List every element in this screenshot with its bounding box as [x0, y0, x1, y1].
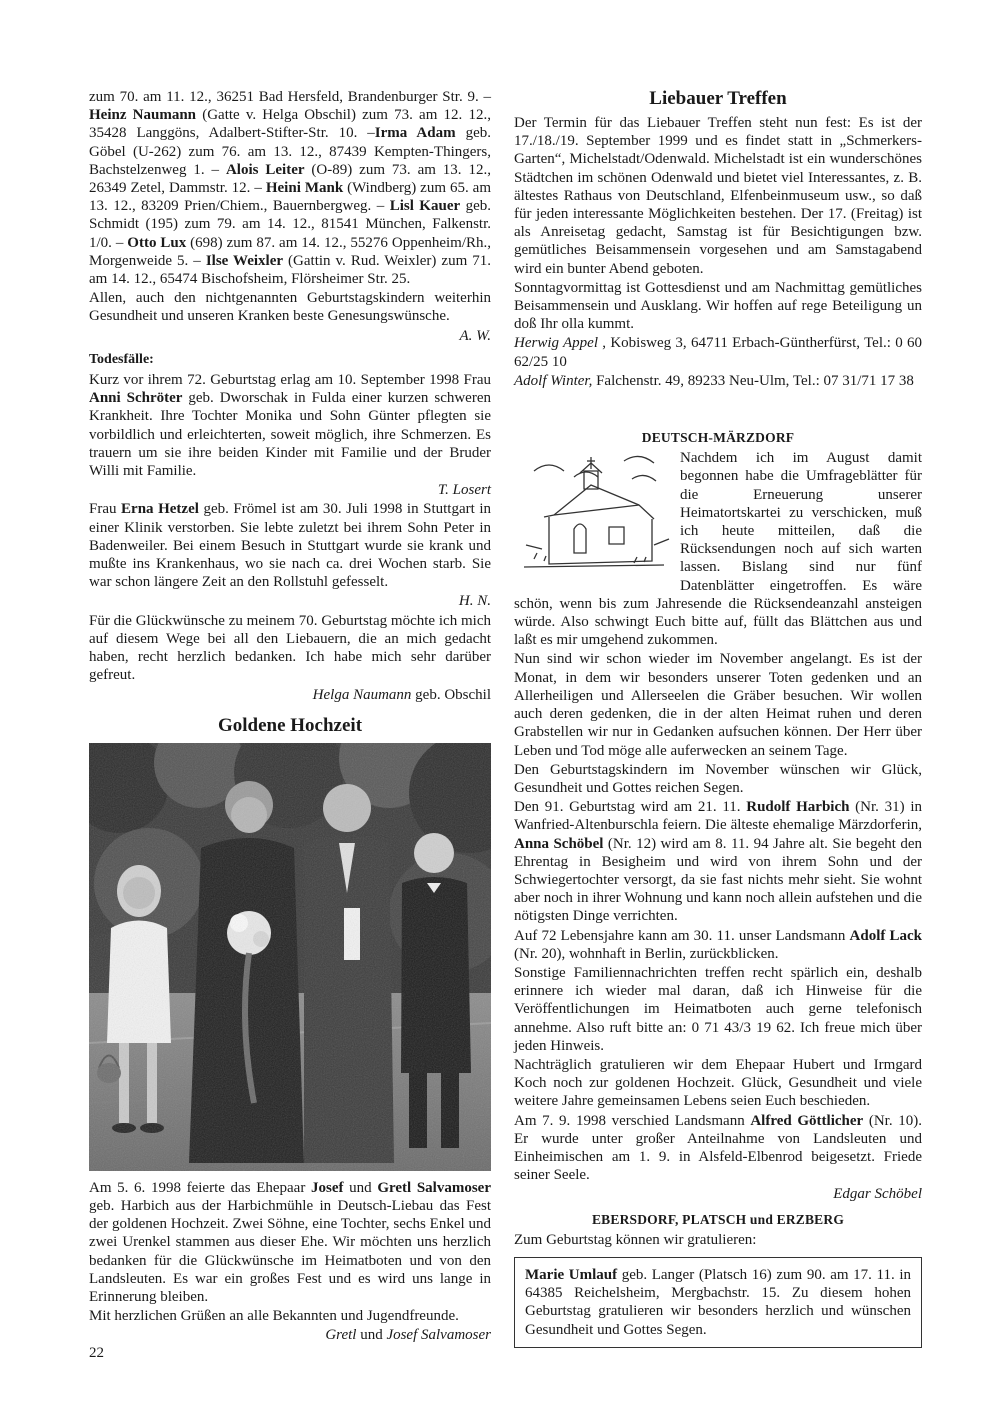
liebau-meeting-paragraph: Sonntagvormittag ist Gottesdienst und am Nachmittag gemütliches Beisammensein und Ausklang. Wir hoffen auf rege Beteiligung un doß Ihr olla kummt. — [514, 279, 922, 333]
ebersdorf-intro: Zum Geburtstag können wir gratulieren: — [514, 1231, 757, 1248]
contact-appel: Herwig Appel , Kobisweg 3, 64711 Erbach-Güntherfürst, Tel.: 0 60 62/25 10 — [514, 335, 922, 370]
maerzdorf-paragraph: Sonstige Familiennachrichten treffen recht spärlich ein, deshalb erinnere ich wieder mal daran, daß ich Hinweise für die Veröffentlichungen im Heimatboten auch gerne telefonisch annehme. Also ruft bitte an: 0 71 43/3 19 62. Ich freue mich über jeden Hinweis. — [514, 964, 922, 1054]
golden-wedding-photo — [89, 743, 491, 1171]
contact-winter: Adolf Winter, Falchenstr. 49, 89233 Neu-Ulm, Tel.: 07 31/71 17 38 — [514, 372, 914, 389]
maerzdorf-signature: Edgar Schöbel — [833, 1186, 922, 1203]
death-notice-signature: H. N. — [458, 593, 491, 610]
deaths-heading: Todesfälle: — [89, 351, 154, 367]
maerzdorf-birthday-lack: Auf 72 Lebensjahre kann am 30. 11. unser Landsmann Adolf Lack (Nr. 20), wohnhaft in Berlin, zurückblicken. — [514, 927, 923, 962]
maerzdorf-birthdays: Den 91. Geburtstag wird am 21. 11. Rudolf Harbich (Nr. 31) in Wanfried-Altenburschla feiern. Die älteste ehemalige Märzdorferin, Anna Schöbel (Nr. 12) wird am 8. 11. 94 Jahre alt. Sie begeht den Ehrentag in Besigheim und wird von ihrem Sohn und der Schwiegertochter versorgt, da sie fast nichts mehr sieht. Sie wohnt aber noch in ihrer Wohnung und kann noch allein aufstehen und die nötigsten Dinge verrichten. — [514, 799, 923, 925]
liebau-meeting-heading: Liebauer Treffen — [649, 88, 787, 109]
maerzdorf-paragraph: Den Geburtstagskindern im November wünschen wir Glück, Gesundheit und Gottes reichen Segen. — [514, 761, 922, 796]
ebersdorf-heading: EBERSDORF, PLATSCH und ERZBERG — [591, 1211, 845, 1227]
church-sketch-image — [514, 449, 674, 577]
birthday-name: Ilse Weixler — [205, 252, 284, 269]
birthday-name: Irma Adam — [374, 125, 456, 142]
thanks-signature: Helga Naumann geb. Obschil — [312, 686, 491, 703]
page-number: 22 — [89, 1345, 104, 1361]
maerzdorf-paragraph: Nachträglich gratulieren wir dem Ehepaar Hubert und Irmgard Koch noch zur goldenen Hochzeit. Glück, Gesundheit und viele weitere Jahre gemeinsamen Lebens seien Euch beschieden. — [514, 1056, 922, 1110]
birthday-name: Otto Lux — [127, 234, 187, 251]
birthday-name: Heini Mank — [265, 180, 344, 197]
deutsch-maerzdorf-heading: DEUTSCH-MÄRZDORF — [641, 430, 795, 446]
death-notice-hetzel: Frau Erna Hetzel geb. Frömel ist am 30. Juli 1998 in Stuttgart in einer Klinik verstorben. Sie lebte zuletzt bei ihrem Sohn Peter in Badenweiler. Bei einem Besuch in Stuttgart wurde sie krank und mußte ins Krankenhaus, wo sie nach ca. drei Wochen starb. Sie war schon längere Zeit an den Rollstuhl gefesselt. — [89, 501, 491, 591]
golden-wedding-signature: Gretl und Josef Salvamoser — [325, 1327, 491, 1344]
birthday-list-continued: zum 70. am 11. 12., 36251 Bad Hersfeld, Brandenburger Str. 9. – Heinz Naumann (Gatte v. Helga Obschil) zum 73. am 12. 12., 35428 Langgöns, Adalbert-Stifter-Str. 10. –Irma Adam geb. Göbel (U-262) zum 76. am 13. 12., 87439 Kempten-Thingers, Bachstelzenweg 1. – Alois Leiter (O-89) zum 73. am 13. 12., 26349 Zetel, Dammstr. 12. – Heini Mank (Windberg) zum 65. am 13. 12., 83209 Prien/Chiem., Bauernbergweg. – Lisl Kauer geb. Schmidt (195) zum 79. am 14. 12., 81541 München, Falkenstr. 1/0. – Otto Lux (698) zum 87. am 14. 12., 55276 Oppenheim/Rh., Morgenweide 5. – Ilse Weixler (Gattin v. Rud. Weixler) zum 71. am 14. 12., 65474 Bischofsheim, Flörsheimer Str. 25. — [89, 89, 492, 288]
golden-wedding-heading: Goldene Hochzeit — [217, 714, 363, 736]
thanks-paragraph: Für die Glückwünsche zu meinem 70. Geburtstag möchte ich mich auf diesem Wege bei all den Liebauern, die an mich gedacht haben, recht herzlich bedanken. Ich habe mich sehr darüber gefreut. — [89, 612, 491, 684]
maerzdorf-paragraph: Nachdem ich im August damit begonnen habe die Umfrageblätter für die Erneuerung unserer Heimatortskartei zu verschicken, muß ich heute mitteilen, daß die Rücksendungen noch auf sich warten lassen. Bislang sind nur fünf Datenblätter eingetroffen. Es wäre schön, wenn bis zum Jahresende die Rücksendeanzahl ansteigen würde. Also schwingt Euch bitte auf, füllt das Blättchen aus und laßt es mir umgehend zukommen. — [514, 450, 922, 649]
death-notice-schroeter: Kurz vor ihrem 72. Geburtstag erlag am 10. September 1998 Frau Anni Schröter geb. Dworschak in Fulda einer kurzen schweren Krankheit. Ihre Tochter Monika und Sohn Günter pflegten sie vorbildlich und erleichterten, soweit möglich, ihre Schmerzen. Es trauern um sie ihre beiden Kinder mit Familie und der Bruder Willi mit Familie. — [89, 372, 491, 480]
birthday-name: Lisl Kauer — [389, 198, 461, 215]
golden-wedding-text: Am 5. 6. 1998 feierte das Ehepaar Josef und Gretl Salvamoser geb. Harbich aus der Harbichmühle in Deutsch-Liebau das Fest der goldenen Hochzeit. Zwei Söhne, eine Tochter, sechs Enkel und zwei Urenkel stammen aus dieser Ehe. Wir möchten uns herzlich bedanken für die Glückwünsche im Heimatboten und von den Landsleuten. Es war ein großes Fest und es wird uns lange in Erinnerung bleiben. — [89, 1179, 491, 1305]
death-notice-signature: T. Losert — [437, 482, 491, 499]
liebau-meeting-paragraph: Der Termin für das Liebauer Treffen steht nun fest: Es ist der 17./18./19. September 1999 und es findet statt in „Schmerkers-Garten“, Michelstadt/Odenwald. Michelstadt ist ein wunderschönes Städtchen im schönen Odenwald und bietet viel Interessantes, z. B. ältestes Rathaus von Deutschland, Elfenbeinmuseum usw., so daß für jeden interessante Möglichkeiten bestehen. Der 17. (Freitag) ist als Anreisetag gedacht, Samstag ist für Besichtigungen bzw. gemütliches Beisammensein vorgesehen und am Samstagabend wird ein bunter Abend geboten. — [514, 115, 922, 277]
maerzdorf-obituary: Am 7. 9. 1998 verschied Landsmann Alfred Göttlicher (Nr. 10). Er wurde unter großer Anteilnahme von Landsleuten und Einheimischen am 1. 9. in Alsfeld-Elbenrod beigesetzt. Friede seiner Seele. — [514, 1112, 922, 1184]
birthday-name: Heinz Naumann — [89, 107, 197, 124]
left-column — [89, 88, 491, 1346]
maerzdorf-paragraph: Nun sind wir schon wieder im November angelangt. Es ist der Monat, in dem wir besonders unserer Toten gedenken und an Allerheiligen und Allerseelen die Gräber besuchen. Wir wollen auch deren gedenken, die in der alten Heimat ruhen und deren Grabstellen wir nur in Gedanken aufsuchen können. Der Herr über Leben und Tod möge alle auferwecken an seinem Tage. — [514, 651, 922, 759]
ebersdorf-birthday-box: Marie Umlauf geb. Langer (Platsch 16) zum 90. am 17. 11. in 64385 Reichelsheim, Mergbachstr. 15. Zu diesem hohen Geburtstag gratulieren wir besonders herzlich und wünschen Gesundheit und Gottes Segen. — [514, 1257, 922, 1348]
wishes-paragraph: Allen, auch den nichtgenannten Geburtstagskindern weiterhin Gesundheit und unseren Kranken beste Genesungswünsche. — [89, 290, 491, 325]
wishes-signature: A. W. — [459, 327, 491, 344]
golden-wedding-greeting: Mit herzlichen Grüßen an alle Bekannten und Jugendfreunde. — [89, 1308, 459, 1325]
right-column — [514, 88, 922, 1348]
birthday-name: Alois Leiter — [225, 161, 305, 178]
